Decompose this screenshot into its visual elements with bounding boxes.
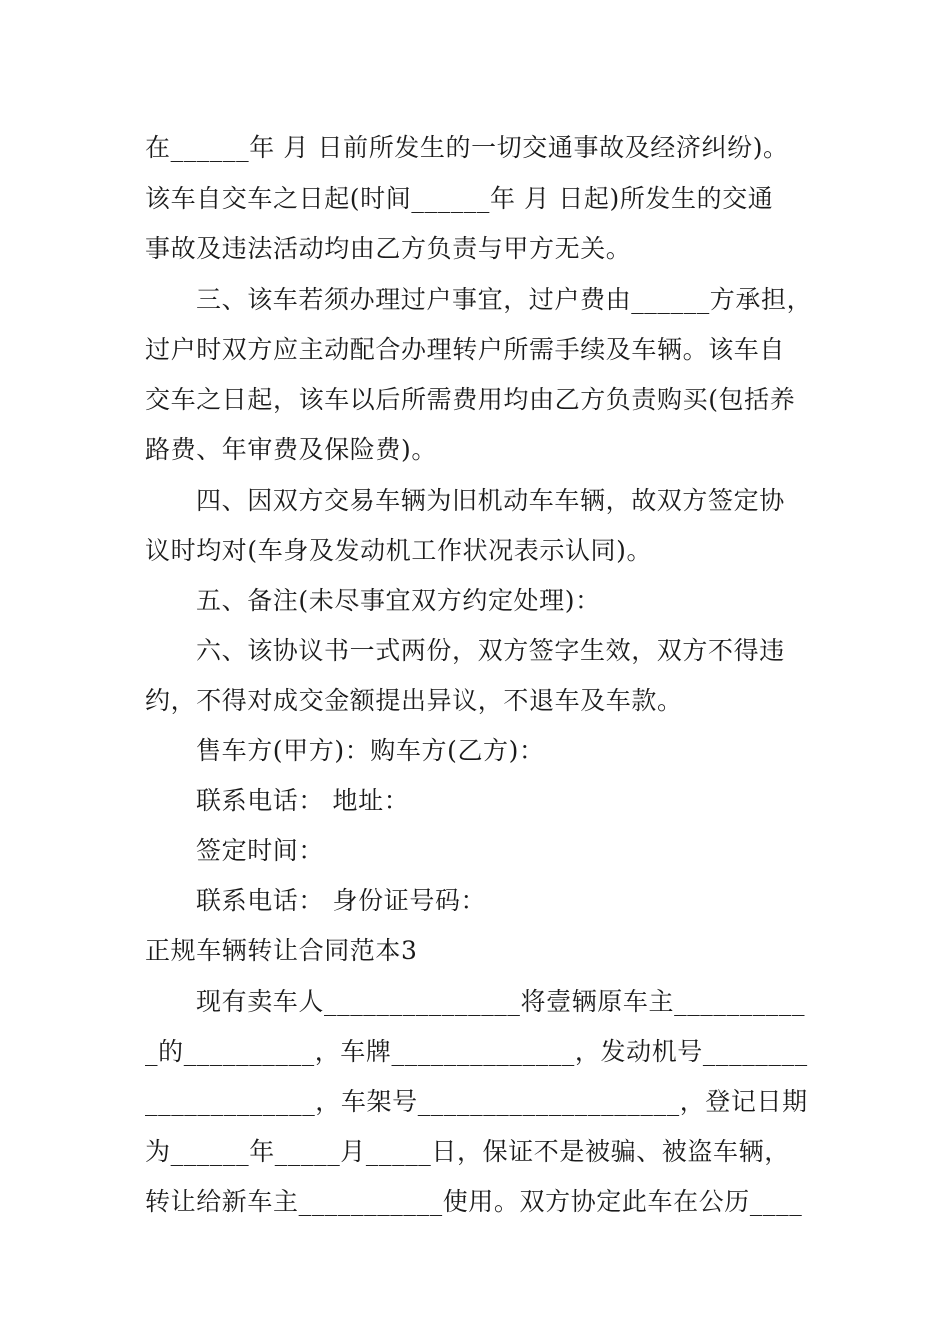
signing-date: 签定时间： bbox=[196, 836, 325, 865]
paragraph-line: 过户时双方应主动配合办理转户所需手续及车辆。该车自 bbox=[145, 335, 786, 364]
contact-id-number: 联系电话： 身份证号码： bbox=[196, 886, 487, 915]
paragraph-line: 转让给新车主___________使用。双方协定此车在公历____ bbox=[145, 1187, 803, 1216]
contact-address: 联系电话： 地址： bbox=[196, 786, 410, 815]
clause-three-line: 三、该车若须办理过户事宜，过户费由______方承担， bbox=[196, 285, 813, 314]
paragraph-line: 约，不得对成交金额提出异议，不退车及车款。 bbox=[145, 686, 683, 715]
clause-four-line: 四、因双方交易车辆为旧机动车车辆，故双方签定协 bbox=[196, 486, 785, 515]
paragraph-line: 该车自交车之日起(时间______年 月 日起)所发生的交通 bbox=[145, 184, 774, 213]
paragraph-line: 在______年 月 日前所发生的一切交通事故及经济纠纷)。 bbox=[145, 133, 789, 162]
paragraph-line: 事故及违法活动均由乙方负责与甲方无关。 bbox=[145, 234, 632, 263]
paragraph-line: 现有卖车人_______________将壹辆原车主__________ bbox=[196, 987, 806, 1016]
clause-five-line: 五、备注(未尽事宜双方约定处理)： bbox=[196, 586, 601, 615]
paragraph-line: _____________，车架号____________________，登记日期 bbox=[145, 1087, 808, 1116]
signature-parties: 售车方(甲方)：购车方(乙方)： bbox=[196, 736, 545, 765]
paragraph-line: 路费、年审费及保险费)。 bbox=[145, 435, 437, 464]
paragraph-line: 交车之日起，该车以后所需费用均由乙方负责购买(包括养 bbox=[145, 385, 796, 414]
paragraph-line: 议时均对(车身及发动机工作状况表示认同)。 bbox=[145, 536, 653, 565]
clause-six-line: 六、该协议书一式两份，双方签字生效，双方不得违 bbox=[196, 636, 785, 665]
paragraph-line: 为______年_____月_____日，保证不是被骗、被盗车辆， bbox=[145, 1137, 790, 1166]
section-heading: 正规车辆转让合同范本3 bbox=[145, 936, 418, 965]
paragraph-line: _的__________，车牌______________，发动机号________ bbox=[145, 1037, 808, 1066]
